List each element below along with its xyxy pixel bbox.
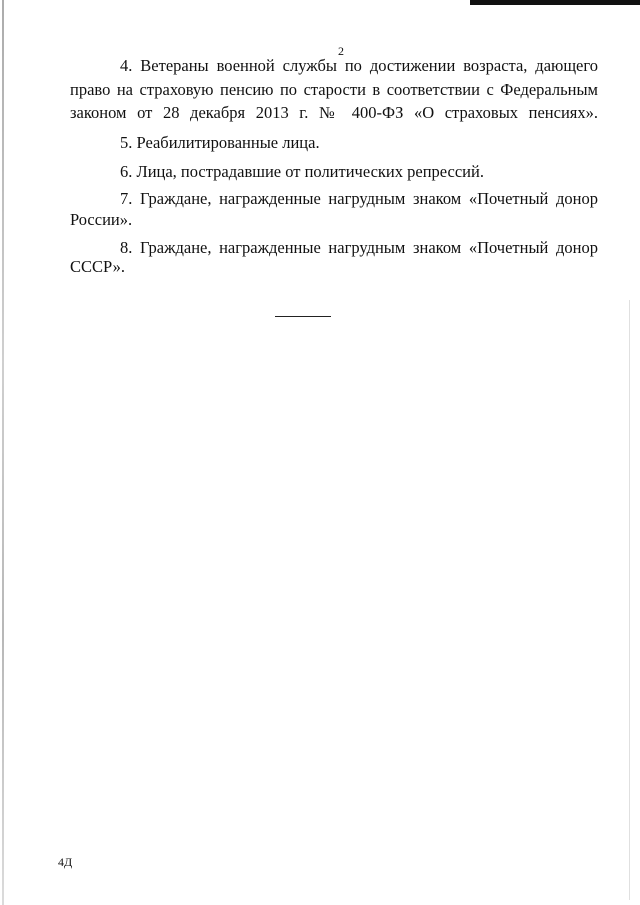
footer-code: 4Д <box>58 855 73 869</box>
paragraph-6: 6. Лица, пострадавшие от политических репрессий. <box>120 162 484 181</box>
scan-edge <box>629 300 630 900</box>
page-number: 2 <box>338 44 344 58</box>
paragraph-4-line-3: законом от 28 декабря 2013 г. № 400-ФЗ «О страховых пенсиях». <box>70 103 598 122</box>
paragraph-4-line-2: право на страховую пенсию по старости в соответствии с Федеральным <box>70 80 598 99</box>
scan-artifact-bar <box>470 0 640 5</box>
end-separator <box>275 316 331 317</box>
paragraph-4-line-1: 4. Ветераны военной службы по достижении возраста, дающего <box>120 56 598 75</box>
scan-edge <box>2 0 4 905</box>
paragraph-8-line-1: 8. Граждане, награжденные нагрудным знаком «Почетный донор <box>120 238 598 257</box>
paragraph-8-line-2: СССР». <box>70 257 125 276</box>
paragraph-7-line-1: 7. Граждане, награжденные нагрудным знаком «Почетный донор <box>120 189 598 208</box>
paragraph-5: 5. Реабилитированные лица. <box>120 133 320 152</box>
paragraph-7-line-2: России». <box>70 210 133 229</box>
